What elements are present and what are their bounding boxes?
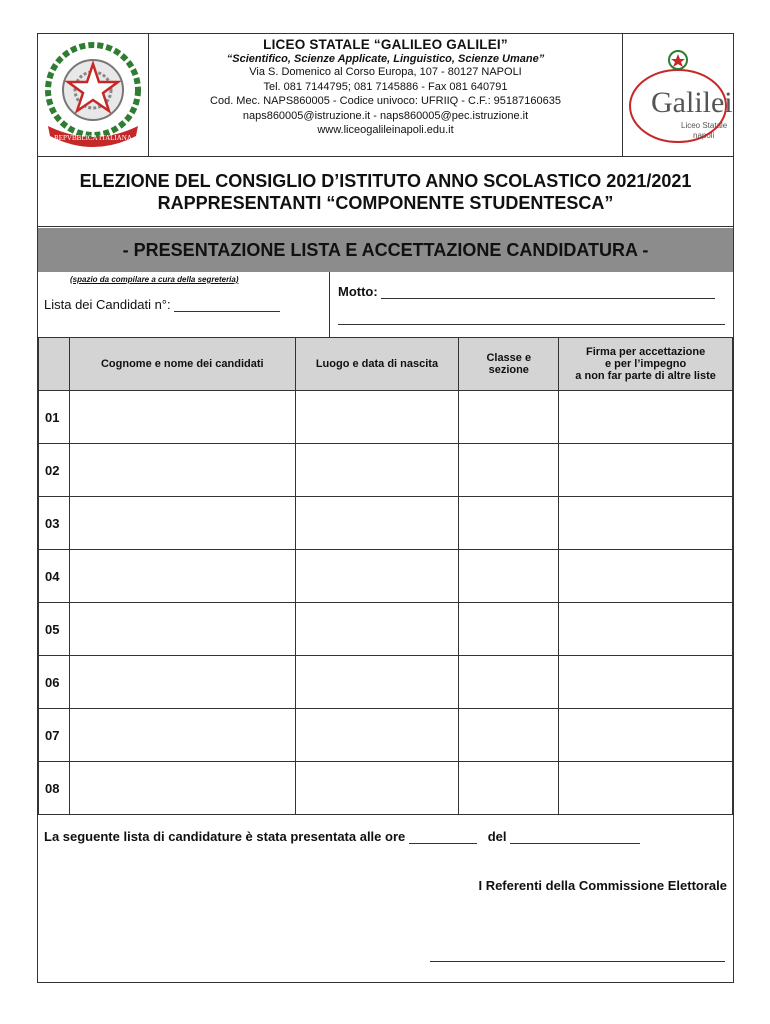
class-cell[interactable] bbox=[459, 391, 559, 444]
header-class bbox=[459, 338, 559, 391]
referents-label: I Referenti della Commissione Elettorale bbox=[478, 878, 727, 893]
section-banner: - PRESENTAZIONE LISTA E ACCETTAZIONE CANDIDATURA - bbox=[38, 228, 733, 272]
candidate-name-cell[interactable] bbox=[69, 550, 295, 603]
class-cell[interactable] bbox=[459, 709, 559, 762]
header-sign-line-3: a non far parte di altre liste bbox=[575, 370, 716, 382]
candidate-name-cell[interactable] bbox=[69, 603, 295, 656]
emblem-text: REPVBBLICA ITALIANA bbox=[54, 134, 132, 142]
candidate-name-cell[interactable] bbox=[69, 391, 295, 444]
header-sign-line-1: Firma per accettazione bbox=[585, 346, 706, 358]
candidates-body bbox=[39, 391, 733, 815]
header-class-line-1: Classe e bbox=[486, 352, 532, 364]
title-line-2: RAPPRESENTANTI “COMPONENTE STUDENTESCA” bbox=[157, 193, 614, 213]
galilei-logo-icon bbox=[623, 34, 733, 156]
republic-emblem bbox=[38, 34, 149, 156]
class-cell[interactable] bbox=[459, 444, 559, 497]
school-info bbox=[149, 34, 622, 156]
birth-cell[interactable] bbox=[295, 550, 459, 603]
birth-cell[interactable] bbox=[295, 497, 459, 550]
birth-cell[interactable] bbox=[295, 709, 459, 762]
candidate-name-cell[interactable] bbox=[69, 444, 295, 497]
list-number-label: Lista dei Candidati n°: bbox=[44, 297, 171, 312]
school-name: LICEO STATALE “GALILEO GALILEI” bbox=[263, 37, 508, 52]
signature-cell[interactable] bbox=[559, 497, 733, 550]
statement-text: La seguente lista di candidature è stata presentata alle ore bbox=[44, 829, 406, 844]
table-row bbox=[39, 444, 733, 497]
logo-small-text: Liceo Statale bbox=[681, 121, 728, 130]
motto-field[interactable] bbox=[338, 284, 715, 299]
row-number: 04 bbox=[39, 550, 70, 603]
table-row bbox=[39, 709, 733, 762]
header-signature bbox=[559, 338, 733, 391]
header-birth: Luogo e data di nascita bbox=[295, 338, 459, 391]
row-number: 06 bbox=[39, 656, 70, 709]
form-frame bbox=[37, 33, 734, 983]
school-website: www.liceogalileinapoli.edu.it bbox=[317, 124, 454, 136]
class-cell[interactable] bbox=[459, 550, 559, 603]
school-subtitle: “Scientifico, Scienze Applicate, Linguistico, Scienze Umane” bbox=[226, 53, 545, 65]
submission-statement bbox=[44, 829, 640, 844]
class-cell[interactable] bbox=[459, 497, 559, 550]
election-title bbox=[38, 157, 733, 227]
header-class-line-2: sezione bbox=[488, 364, 529, 376]
school-codes: Cod. Mec. NAPS860005 - Codice univoco: UFRIIQ - C.F.: 95187160635 bbox=[210, 95, 561, 107]
signature-cell[interactable] bbox=[559, 603, 733, 656]
secretary-note: (spazio da compilare a cura della segreteria) bbox=[70, 275, 239, 284]
list-info-row bbox=[38, 272, 733, 338]
row-number: 07 bbox=[39, 709, 70, 762]
row-number: 08 bbox=[39, 762, 70, 815]
list-number-blank[interactable] bbox=[174, 311, 280, 312]
statement-date-label: del bbox=[487, 829, 507, 844]
header-sign-line-2: e per l’impegno bbox=[604, 358, 687, 370]
table-row bbox=[39, 550, 733, 603]
title-line-1: ELEZIONE DEL CONSIGLIO D’ISTITUTO ANNO SCOLASTICO 2021/2021 bbox=[79, 171, 692, 191]
class-cell[interactable] bbox=[459, 603, 559, 656]
candidates-table bbox=[38, 337, 733, 815]
school-phone: Tel. 081 7144795; 081 7145886 - Fax 081 640791 bbox=[263, 80, 508, 93]
table-header-row bbox=[39, 338, 733, 391]
table-row bbox=[39, 497, 733, 550]
table-row bbox=[39, 656, 733, 709]
header-name: Cognome e nome dei candidati bbox=[69, 338, 295, 391]
list-number-field[interactable] bbox=[44, 297, 329, 312]
signature-cell[interactable] bbox=[559, 709, 733, 762]
table-row bbox=[39, 603, 733, 656]
table-row bbox=[39, 391, 733, 444]
row-number: 02 bbox=[39, 444, 70, 497]
signature-line[interactable] bbox=[430, 961, 725, 962]
class-cell[interactable] bbox=[459, 656, 559, 709]
letterhead bbox=[38, 34, 733, 157]
time-blank[interactable] bbox=[409, 843, 477, 844]
birth-cell[interactable] bbox=[295, 444, 459, 497]
candidate-name-cell[interactable] bbox=[69, 497, 295, 550]
footer-section bbox=[38, 797, 733, 983]
school-address: Via S. Domenico al Corso Europa, 107 - 80127 NAPOLI bbox=[249, 66, 522, 78]
motto-blank-2[interactable] bbox=[338, 308, 725, 325]
motto-label: Motto: bbox=[338, 284, 378, 299]
row-number: 03 bbox=[39, 497, 70, 550]
motto-blank-1[interactable] bbox=[381, 298, 715, 299]
header-number bbox=[39, 338, 70, 391]
signature-cell[interactable] bbox=[559, 656, 733, 709]
signature-cell[interactable] bbox=[559, 391, 733, 444]
list-number-cell bbox=[38, 272, 330, 337]
logo-main-text: Galilei bbox=[651, 86, 733, 119]
birth-cell[interactable] bbox=[295, 603, 459, 656]
school-emails: naps860005@istruzione.it - naps860005@pec.istruzione.it bbox=[242, 109, 529, 122]
signature-cell[interactable] bbox=[559, 444, 733, 497]
signature-cell[interactable] bbox=[559, 550, 733, 603]
italian-emblem-icon bbox=[38, 34, 148, 156]
candidate-name-cell[interactable] bbox=[69, 709, 295, 762]
candidate-name-cell[interactable] bbox=[69, 656, 295, 709]
date-blank[interactable] bbox=[510, 843, 640, 844]
school-logo bbox=[622, 34, 733, 156]
birth-cell[interactable] bbox=[295, 656, 459, 709]
birth-cell[interactable] bbox=[295, 391, 459, 444]
row-number: 05 bbox=[39, 603, 70, 656]
logo-city-text: napoli bbox=[693, 131, 715, 140]
row-number: 01 bbox=[39, 391, 70, 444]
